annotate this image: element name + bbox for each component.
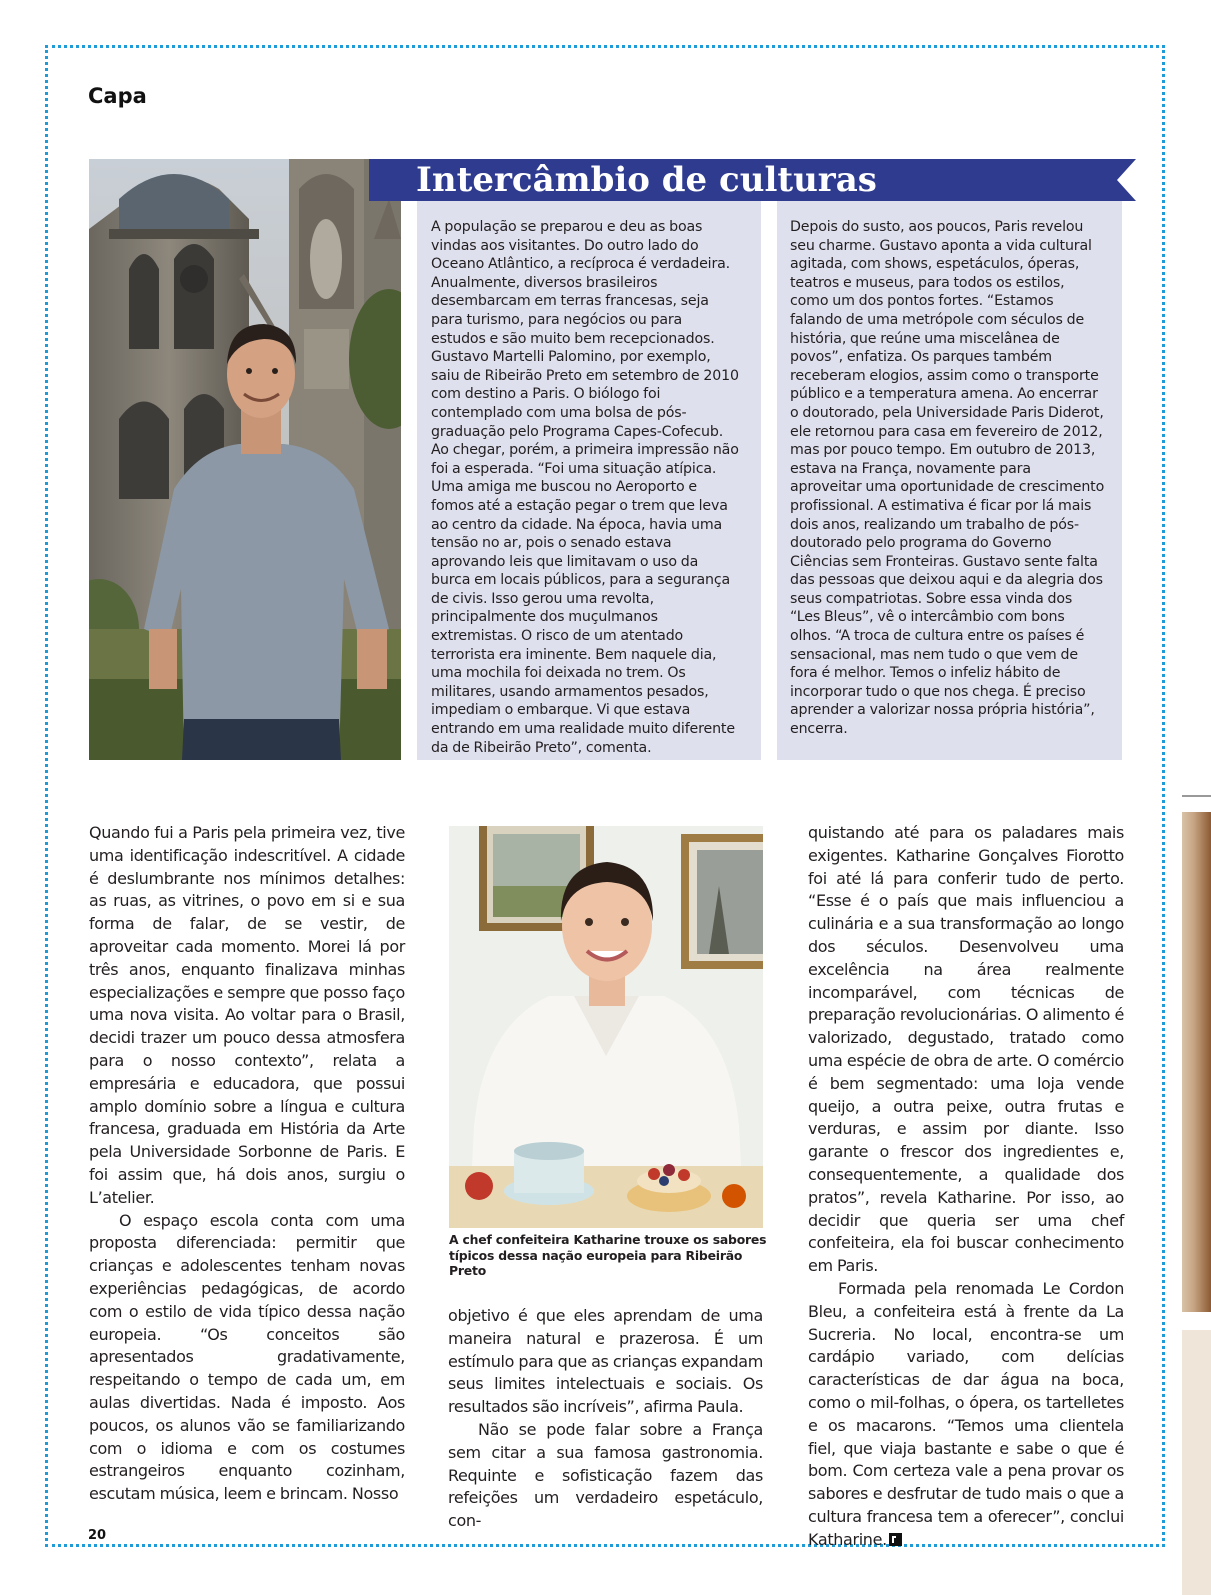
section-label: Capa xyxy=(88,84,147,108)
photo-chef-katharine xyxy=(449,826,763,1228)
paragraph: Quando fui a Paris pela primeira vez, tive uma identificação indescritível. A cidade é deslumbrante nos mínimos detalhes: as ruas, as vitrines, o povo em si e sua forma de falar, de se vestir, de aproveitar cada momento. Morei lá por três anos, enquanto finalizava minhas especializações e sempre que posso faço uma nova visita. Ao voltar para o Brasil, decidi trazer um pouco dessa atmosfera para o nosso contexto”, relata a empresária e educadora, que possui amplo domínio sobre a língua e cultura francesa, graduada em História da Arte pela Universidade Sorbonne de Paris. E foi assim que, há dois anos, surgiu o L’atelier. xyxy=(89,823,405,1207)
paragraph-text: Formada pela renomada Le Cordon Bleu, a confeiteira está à frente da La Sucreria. No local, encontra-se um cardápio variado, com delícias características de dar água na boca, como o mil-folhas, o ópera, os tartelletes e os macarons. “Temos uma clientela fiel, que viaja bastante e sabe o que é bom. Com certeza vale a pena provar os sabores e desfrutar de tudo mais o que a cultura francesa tem a oferecer”, conclui Katharine. xyxy=(808,1278,1124,1549)
paragraph-final xyxy=(808,1278,1124,1552)
adjacent-page-margin xyxy=(1182,1330,1211,1595)
article-title: Intercâmbio de culturas xyxy=(416,160,877,200)
paragraph: Não se pode falar sobre a França sem citar a sua famosa gastronomia. Requinte e sofisticação fazem das refeições um verdadeiro espetáculo, con- xyxy=(448,1419,763,1531)
paragraph: objetivo é que eles aprendam de uma maneira natural e prazerosa. É um estímulo para que as crianças expandam seus limites intelectuais e sociais. Os resultados são incríveis”, afirma Paula. xyxy=(448,1306,763,1417)
body-column-1 xyxy=(89,822,405,1506)
body-column-3 xyxy=(808,822,1124,1552)
photo-caption: A chef confeiteira Katharine trouxe os sabores típicos dessa nação europeia para Ribeirão Preto xyxy=(449,1232,767,1279)
sidebar-text-right: Depois do susto, aos poucos, Paris revelou seu charme. Gustavo aponta a vida cultural agitada, com shows, espetáculos, óperas, teatros e museus, para todos os estilos, como um dos pontos fortes. “Estamos falando de uma metrópole com séculos de história, que reúne uma miscelânea de povos”, enfatiza. Os parques também receberam elogios, assim como o transporte público e a temperatura amena. Ao encerrar o doutorado, pela Universidade Paris Diderot, ele retornou para casa em fevereiro de 2012, mas por pouco tempo. Em outubro de 2013, estava na França, novamente para aproveitar uma oportunidade de crescimento profissional. A estimativa é ficar por lá mais dois anos, realizando um trabalho de pós-doutorado pelo programa do Governo Ciências sem Fronteiras. Gustavo sente falta das pessoas que deixou aqui e da alegria dos seus compatriotas. Sobre essa vinda dos “Les Bleus”, vê o intercâmbio com bons olhos. “A troca de cultura entre os países é sensacional, mas nem tudo o que vem de fora é melhor. Temos o infeliz hábito de incorporar tudo o que nos chega. É preciso aprender a valorizar nossa própria história”, encerra. xyxy=(790,219,1105,738)
end-of-article-icon xyxy=(889,1533,902,1546)
adjacent-page-rule xyxy=(1182,795,1211,797)
paragraph: quistando até para os paladares mais exigentes. Katharine Gonçalves Fiorotto foi até lá para conferir tudo de perto. “Esse é o país que mais influenciou a culinária e a sua transformação ao longo dos séculos. Desenvolveu uma excelência na área realmente incomparável, com técnicas de preparação revolucionárias. O alimento é valorizado, degustado, tratado como uma espécie de obra de arte. O comércio é bem segmentado: uma loja vende queijo, a outra peixe, outra frutas e verduras, e assim por diante. Isso garante o frescor dos ingredientes e, consequentemente, a qualidade dos pratos”, revela Katharine. Por isso, ao decidir que queria ser uma chef confeiteira, ela foi buscar conhecimento em Paris. xyxy=(808,823,1124,1276)
page-number: 20 xyxy=(88,1528,107,1543)
adjacent-page-edge xyxy=(1182,812,1211,1312)
body-column-2 xyxy=(448,1305,763,1533)
photo-gustavo-notre-dame xyxy=(89,159,401,760)
paragraph: O espaço escola conta com uma proposta diferenciada: permitir que crianças e adolescentes tenham novas experiências pedagógicas, de acordo com o estilo de vida típico dessa nação europeia. “Os conceitos são apresentados gradativamente, respeitando o tempo de cada um, em aulas divertidas. Nada é imposto. Aos poucos, os alunos vão se familiarizando com o idioma e com os costumes estrangeiros enquanto cozinham, escutam música, leem e brincam. Nosso xyxy=(89,1210,405,1504)
sidebar-text-left: A população se preparou e deu as boas vindas aos visitantes. Do outro lado do Oceano Atlântico, a recíproca é verdadeira. Anualmente, diversos brasileiros desembarcam em terras francesas, seja para turismo, para negócios ou para estudos e são muito bem recepcionados. Gustavo Martelli Palomino, por exemplo, saiu de Ribeirão Preto em setembro de 2010 com destino a Paris. O biólogo foi contemplado com uma bolsa de pós-graduação pelo Programa Capes-Cofecub. Ao chegar, porém, a primeira impressão não foi a esperada. “Foi uma situação atípica. Uma amiga me buscou no Aeroporto e fomos até a estação pegar o trem que leva ao centro da cidade. Na época, havia uma tensão no ar, pois o senado estava aprovando leis que limitavam o uso da burca em locais públicos, para a segurança de civis. Isso gerou uma revolta, principalmente dos muçulmanos extremistas. O risco de um atentado terrorista era iminente. Bem naquele dia, uma mochila foi deixada no trem. Os militares, usando armamentos pesados, impediam o embarque. Vi que estava entrando em uma realidade muito diferente da de Ribeirão Preto”, comenta. xyxy=(431,219,739,756)
sidebar-box-left xyxy=(417,201,761,760)
sidebar-box-right xyxy=(777,201,1122,760)
